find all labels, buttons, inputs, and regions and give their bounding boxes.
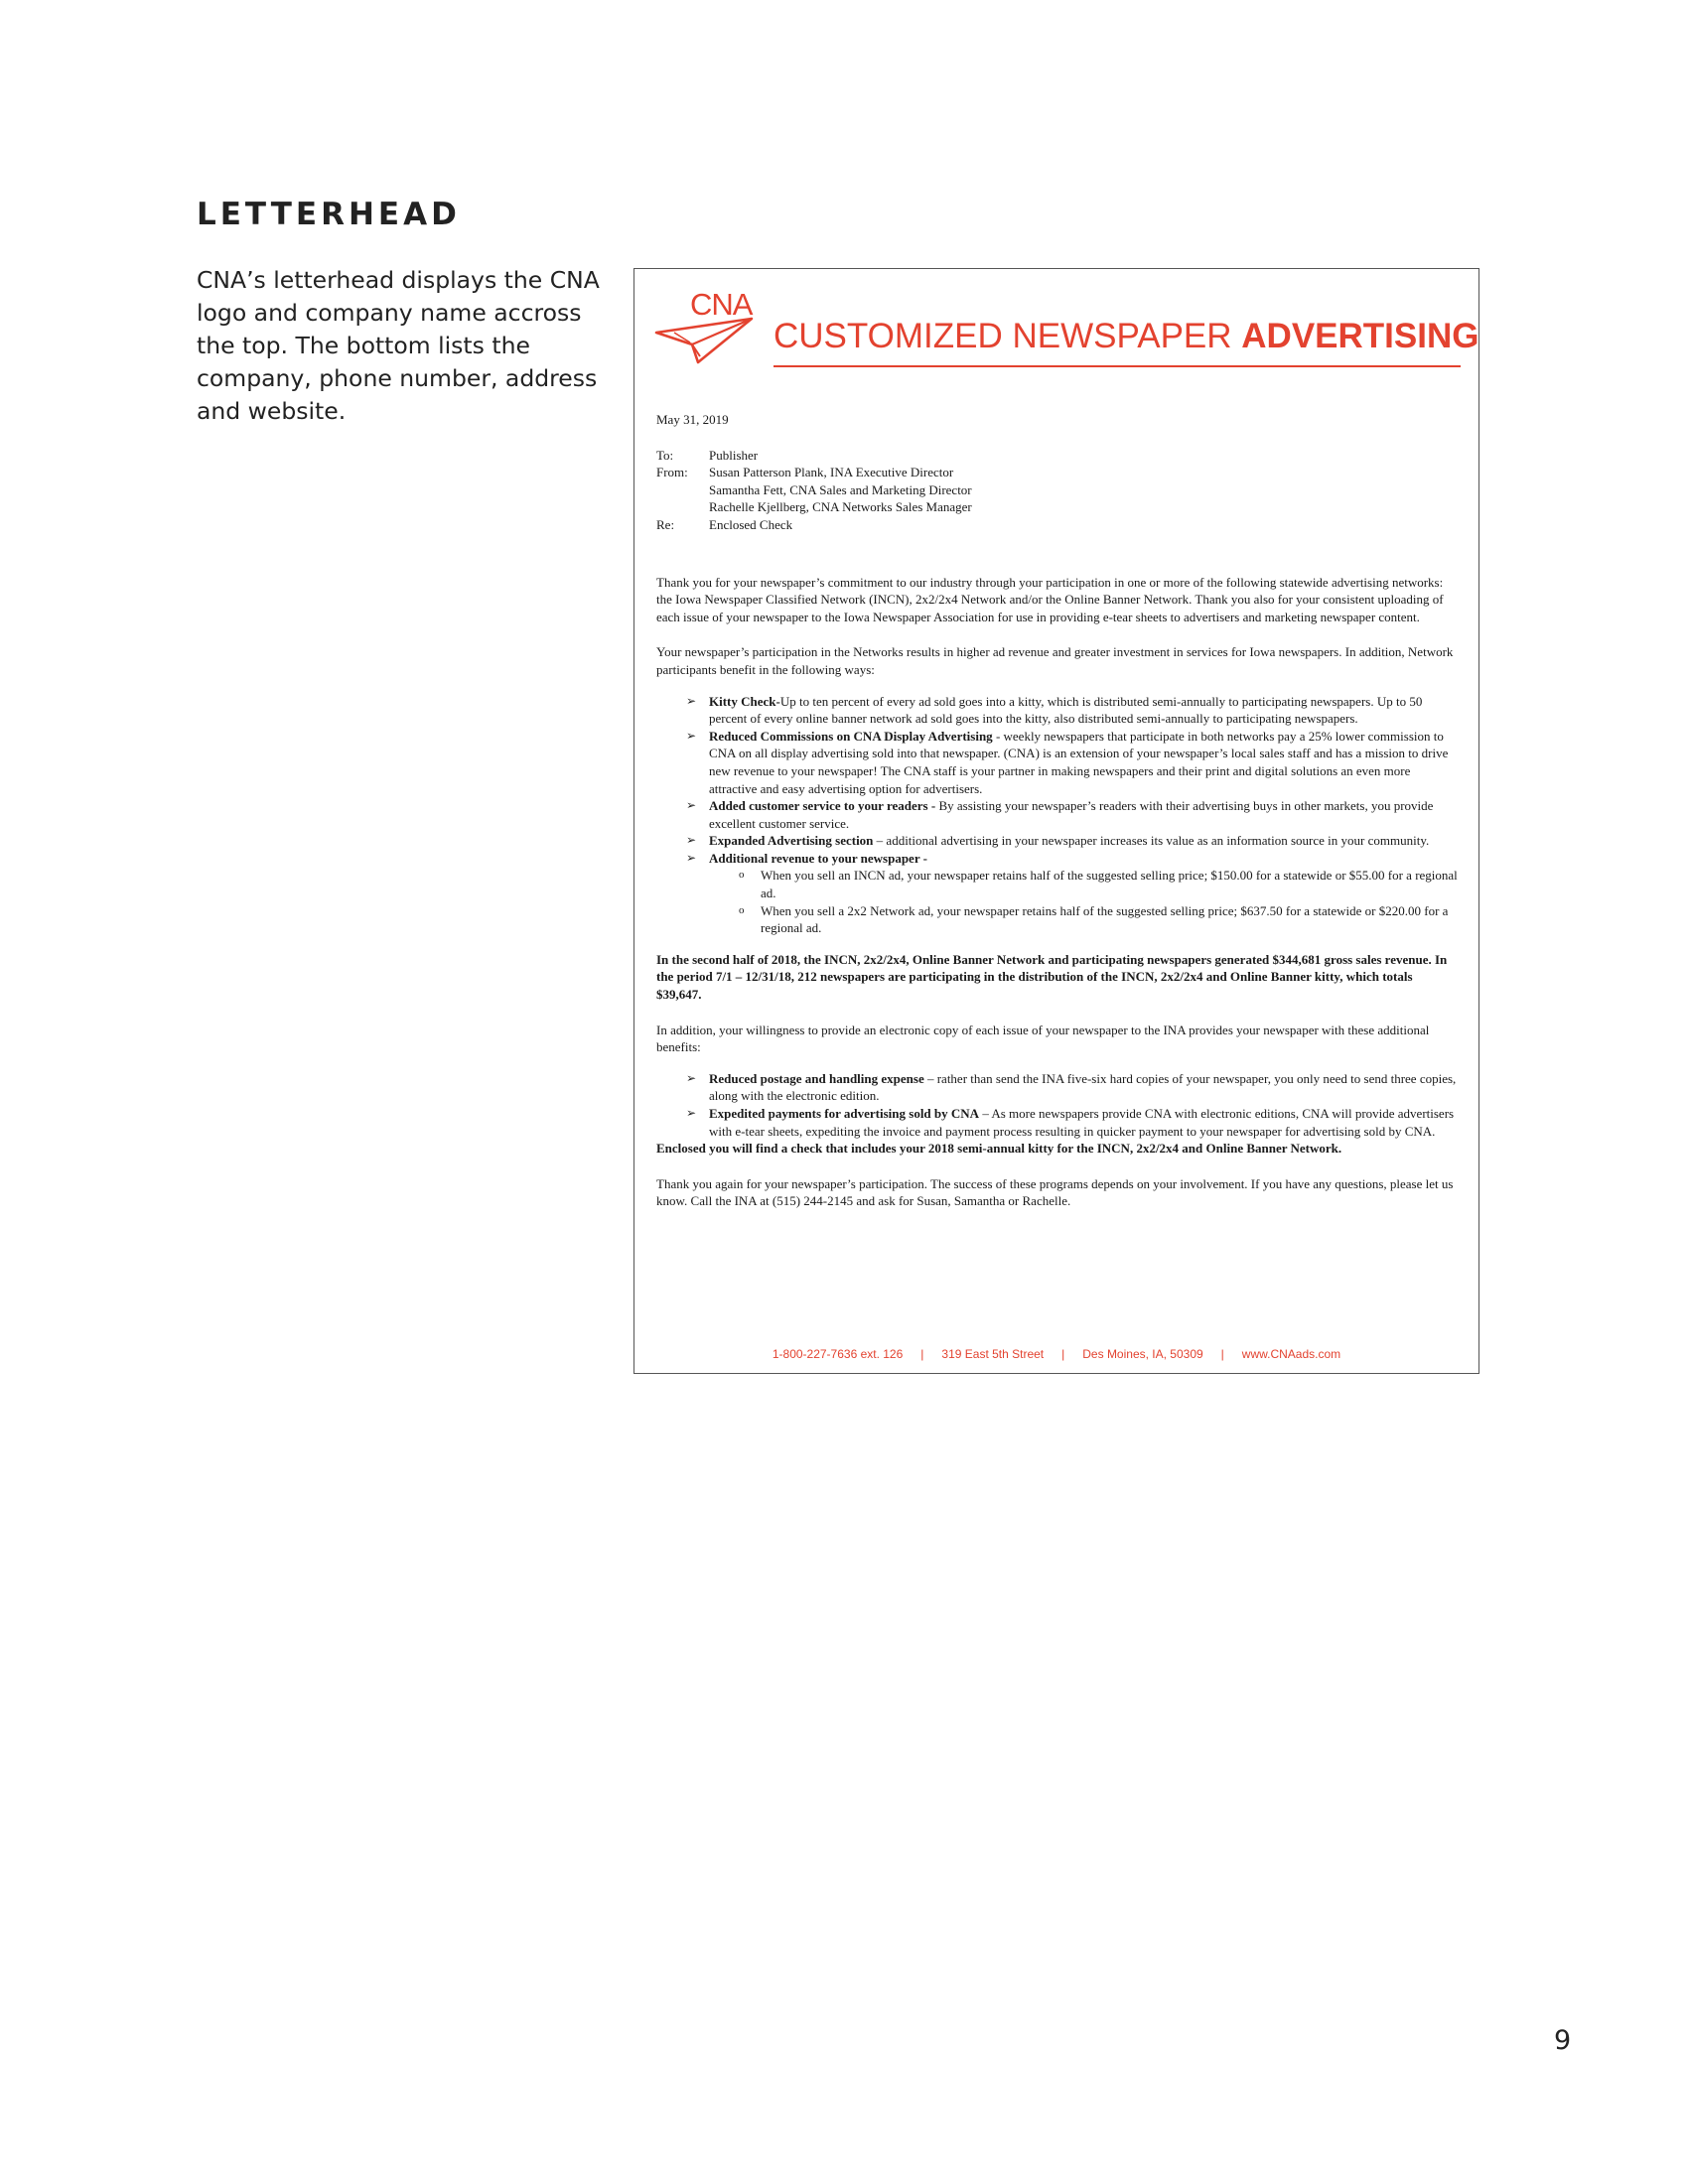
footer-separator: | <box>1061 1347 1065 1361</box>
paragraph: Your newspaper’s participation in the Networks results in higher ad revenue and greater investment in services for Iowa newspapers. In addition, Network participants benefit in the following ways: <box>656 644 1454 677</box>
banner-light-text: CUSTOMIZED NEWSPAPER <box>774 317 1242 355</box>
footer-address: 319 East 5th Street <box>941 1347 1045 1361</box>
to-value: Publisher <box>709 447 759 463</box>
paragraph: In addition, your willingness to provide an electronic copy of each issue of your newspaper to the INA provides your newspaper with these additional benefits: <box>656 1022 1430 1055</box>
circle-bullet-icon: o <box>739 903 745 916</box>
circle-bullet-icon: o <box>739 869 745 882</box>
letter-date: May 31, 2019 <box>656 412 729 427</box>
list-item: ➢ Expanded Advertising section – additional advertising in your newspaper increases its value as an information source in your community. <box>686 833 1430 849</box>
closing-paragraph: Thank you again for your newspaper’s participation. The success of these programs depends on your involvement. If you have any questions, please let us know. Call the INA at (515) 244-2145 and ask for Susan, Samantha or Rachelle. <box>656 1175 1454 1209</box>
footer-separator: | <box>920 1347 924 1361</box>
benefits-list-2 <box>656 1070 1461 1140</box>
cna-logo <box>654 287 766 370</box>
sublist-item: o When you sell a 2x2 Network ad, your newspaper retains half of the suggested selling price; $637.50 for a statewide or $220.00 for a regional ad. <box>739 902 1449 936</box>
footer-separator: | <box>1220 1347 1224 1361</box>
list-item: ➢ Additional revenue to your newspaper - o When you sell an INCN ad, your newspaper retains half of the suggested selling price; $150.00 for a statewide or $55.00 for a regional ad. o When you sell a 2x2 Network ad, your newspaper retains half of the suggested selling price; $637.50 for a statewide or $220.00 for a regional ad. <box>686 850 1461 937</box>
address-block <box>656 447 1461 534</box>
list-item: ➢ Kitty Check-Up to ten percent of every ad sold goes into a kitty, which is distributed semi-annually to participating newspapers. Up to 50 percent of every online banner network ad sold goes into the kitty, also distributed semi-annually to participating newspapers. <box>686 693 1423 727</box>
logo-text: CNA <box>690 287 753 322</box>
arrow-bullet-icon: ➢ <box>686 833 697 848</box>
section-heading: LETTERHEAD <box>197 197 461 232</box>
benefits-list <box>656 693 1461 937</box>
list-item: ➢ Added customer service to your readers - By assisting your newspaper’s readers with their advertising buys in other markets, you provide excellent customer service. <box>686 798 1434 831</box>
list-item: ➢ Expedited payments for advertising sold by CNA – As more newspapers provide CNA with electronic editions, CNA will provide advertisers with e-tear sheets, expediting the invoice and payment process resulting in quicker payment to your newspaper for advertising sold by CNA. <box>686 1106 1455 1139</box>
to-label: To: <box>656 447 674 463</box>
from-line: Samantha Fett, CNA Sales and Marketing Director <box>709 481 972 497</box>
enclosed-paragraph: Enclosed you will find a check that includes your 2018 semi-annual kitty for the INCN, 2x2/2x4 and Online Banner Network. <box>656 1141 1342 1157</box>
banner-bold-text: ADVERTISING <box>1241 317 1479 355</box>
paragraph: Thank you for your newspaper’s commitment to our industry through your participation in one or more of the following statewide advertising networks: the Iowa Newspaper Classified Network (INCN), 2x2/2x4 Network and/or the Online Banner Network. Thank you also for your consistent uploading of each issue of your newspaper to the Iowa Newspaper Association for use in providing e-tear sheets to advertisers and marketing newspaper content. <box>656 574 1444 624</box>
footer-website: www.CNAads.com <box>1241 1347 1341 1361</box>
arrow-bullet-icon: ➢ <box>686 693 697 708</box>
arrow-bullet-icon: ➢ <box>686 728 697 743</box>
banner-rule <box>774 365 1461 367</box>
from-label: From: <box>656 465 688 480</box>
company-name-banner <box>774 317 1478 356</box>
footer-city: Des Moines, IA, 50309 <box>1082 1347 1203 1361</box>
arrow-bullet-icon: ➢ <box>686 1106 697 1120</box>
re-label: Re: <box>656 516 675 532</box>
letter-body <box>656 411 1461 1210</box>
revenue-sublist <box>709 867 1461 936</box>
re-value: Enclosed Check <box>709 516 793 532</box>
sublist-item: o When you sell an INCN ad, your newspaper retains half of the suggested selling price; $150.00 for a statewide or $55.00 for a regional ad. <box>739 868 1458 901</box>
footer-phone: 1-800-227-7636 ext. 126 <box>772 1347 904 1361</box>
arrow-bullet-icon: ➢ <box>686 798 697 813</box>
letterhead-footer <box>634 1347 1478 1361</box>
bold-paragraph: In the second half of 2018, the INCN, 2x2/2x4, Online Banner Network and participating newspapers generated $344,681 gross sales revenue. In the period 7/1 – 12/31/18, 212 newspapers are participating in the distribution of the INCN, 2x2/2x4 and Online Banner kitty, which totals $39,647. <box>656 951 1448 1003</box>
page-number: 9 <box>1554 2025 1572 2056</box>
letterhead-sample <box>633 268 1479 1374</box>
arrow-bullet-icon: ➢ <box>686 850 697 865</box>
arrow-bullet-icon: ➢ <box>686 1070 697 1085</box>
letterhead-header <box>654 287 1479 370</box>
list-item: ➢ Reduced Commissions on CNA Display Advertising - weekly newspapers that participate in both networks pay a 25% lower commission to CNA on all display advertising sold into that newspaper. (CNA) is an extension of your newspaper’s local sales staff and has a mission to drive new revenue to your newspaper! The CNA staff is your partner in making newspapers and their print and digital solutions an even more attractive and easy advertising option for advertisers. <box>686 728 1449 796</box>
section-intro: CNA’s letterhead displays the CNA logo and company name accross the top. The bottom lists the company, phone number, address and website. <box>197 266 600 425</box>
list-item: ➢ Reduced postage and handling expense – rather than send the INA five-six hard copies of your newspaper, you only need to send three copies, along with the electronic edition. <box>686 1070 1457 1104</box>
from-line: Rachelle Kjellberg, CNA Networks Sales Manager <box>709 499 972 515</box>
from-line: Susan Patterson Plank, INA Executive Director <box>709 465 954 480</box>
